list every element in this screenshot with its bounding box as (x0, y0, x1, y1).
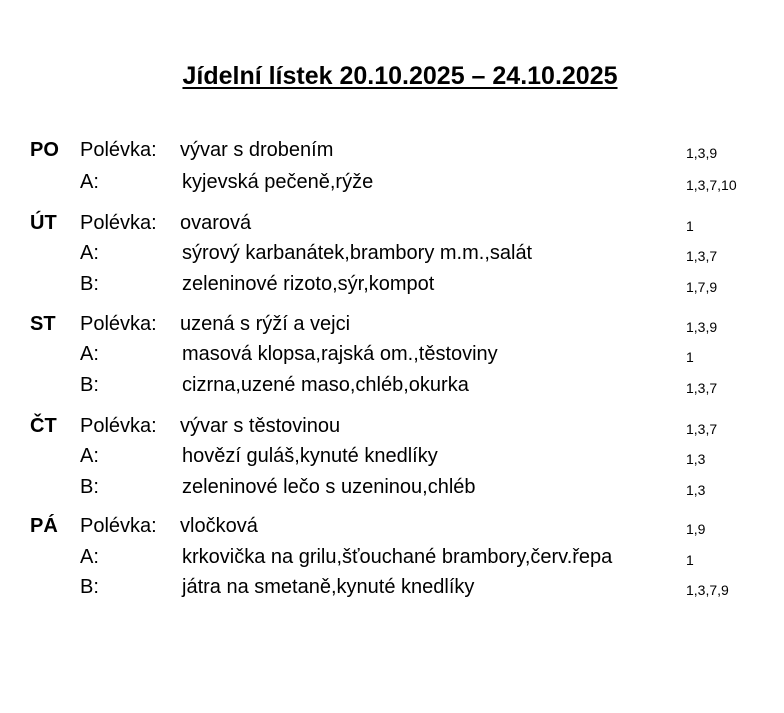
course-type: A: (80, 171, 99, 193)
day-label: ÚT (30, 212, 57, 234)
allergen-codes: 1,3,7 (686, 248, 718, 264)
allergen-codes: 1,3,9 (686, 145, 718, 161)
course-type: B: (80, 476, 99, 498)
menu-row (0, 269, 784, 299)
dish-name: vločková (180, 515, 258, 537)
dish-name: zeleninové rizoto,sýr,kompot (182, 273, 435, 295)
menu-row (0, 441, 784, 471)
course-type: Polévka: (80, 212, 157, 234)
dish-name: hovězí guláš,kynuté knedlíky (182, 445, 438, 467)
allergen-codes: 1,7,9 (686, 279, 718, 295)
dish-name: sýrový karbanátek,brambory m.m.,salát (182, 242, 533, 264)
menu-row (0, 309, 784, 339)
dish-name: masová klopsa,rajská om.,těstoviny (182, 343, 498, 365)
course-type: B: (80, 273, 99, 295)
course-type: Polévka: (80, 313, 157, 335)
menu-row (0, 542, 784, 572)
day-label: ČT (30, 415, 57, 437)
course-type: A: (80, 445, 99, 467)
menu-row (0, 370, 784, 400)
menu-row (0, 238, 784, 268)
allergen-codes: 1 (686, 218, 694, 234)
course-type: Polévka: (80, 139, 157, 161)
allergen-codes: 1,3,7,10 (686, 177, 737, 193)
dish-name: vývar s těstovinou (180, 415, 341, 437)
menu-row (0, 167, 784, 197)
allergen-codes: 1,3,7,9 (686, 582, 729, 598)
allergen-codes: 1,3 (686, 451, 706, 467)
allergen-codes: 1 (686, 552, 694, 568)
day-label: ST (30, 313, 56, 335)
course-type: B: (80, 374, 99, 396)
dish-name: vývar s drobením (180, 139, 334, 161)
allergen-codes: 1,3,7 (686, 421, 718, 437)
allergen-codes: 1 (686, 349, 694, 365)
dish-name: játra na smetaně,kynuté knedlíky (182, 576, 475, 598)
allergen-codes: 1,9 (686, 521, 706, 537)
course-type: A: (80, 343, 99, 365)
dish-name: krkovička na grilu,šťouchané brambory,červ.řepa (182, 546, 613, 568)
menu-row (0, 511, 784, 541)
allergen-codes: 1,3,7 (686, 380, 718, 396)
menu-title: Jídelní lístek 20.10.2025 – 24.10.2025 (182, 62, 618, 90)
course-type: B: (80, 576, 99, 598)
day-label: PÁ (30, 515, 58, 537)
menu-row (0, 208, 784, 238)
menu-row (0, 339, 784, 369)
menu-row (0, 135, 784, 165)
course-type: A: (80, 242, 99, 264)
menu-row (0, 411, 784, 441)
dish-name: kyjevská pečeně,rýže (182, 171, 374, 193)
allergen-codes: 1,3 (686, 482, 706, 498)
allergen-codes: 1,3,9 (686, 319, 718, 335)
course-type: Polévka: (80, 515, 157, 537)
course-type: A: (80, 546, 99, 568)
course-type: Polévka: (80, 415, 157, 437)
day-label: PO (30, 139, 59, 161)
menu-row (0, 472, 784, 502)
dish-name: zeleninové lečo s uzeninou,chléb (182, 476, 476, 498)
dish-name: cizrna,uzené maso,chléb,okurka (182, 374, 469, 396)
dish-name: ovarová (180, 212, 252, 234)
dish-name: uzená s rýží a vejci (180, 313, 351, 335)
menu-row (0, 572, 784, 602)
